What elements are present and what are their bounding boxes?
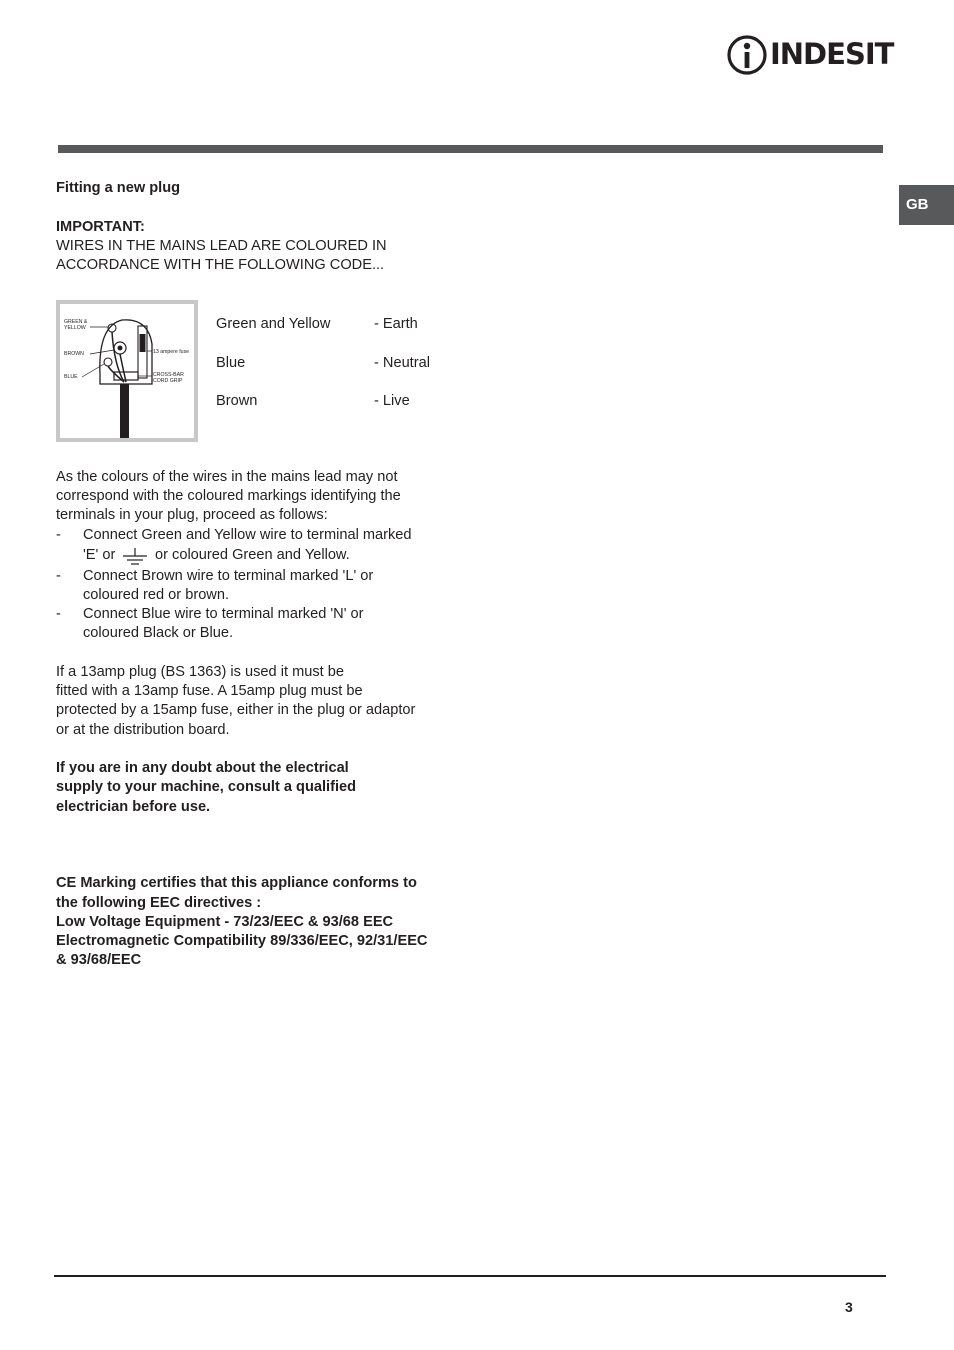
step-1-line-2a: 'E' or bbox=[83, 547, 116, 563]
page-number: 3 bbox=[845, 1299, 853, 1315]
warning-line-3: electrician before use. bbox=[56, 799, 211, 815]
label-fuse: 13 ampere fuse bbox=[153, 349, 190, 355]
intro-line-1: As the colours of the wires in the mains lead may not bbox=[56, 469, 398, 485]
label-brown: BROWN bbox=[64, 351, 84, 357]
fuse-line-3: protected by a 15amp fuse, either in the plug or adaptor bbox=[56, 702, 416, 718]
plug-illustration bbox=[60, 304, 194, 438]
fuse-line-2: fitted with a 13amp fuse. A 15amp plug must be bbox=[56, 683, 363, 699]
wire-colour-earth: Green and Yellow bbox=[216, 316, 331, 332]
intro-line-2: correspond with the coloured markings identifying the bbox=[56, 488, 401, 504]
warning-line-2: supply to your machine, consult a qualified bbox=[56, 779, 357, 795]
step-1-dash: - bbox=[56, 527, 61, 543]
wire-meaning-earth: - Earth bbox=[374, 316, 418, 332]
wire-colour-live: Brown bbox=[216, 393, 258, 409]
header-rule bbox=[58, 145, 883, 153]
plug-wiring-diagram bbox=[56, 300, 198, 442]
step-3-dash: - bbox=[56, 606, 61, 622]
wire-meaning-live: - Live bbox=[374, 393, 410, 409]
important-line-1: WIRES IN THE MAINS LEAD ARE COLOURED IN bbox=[56, 238, 387, 254]
footer-rule bbox=[54, 1275, 886, 1277]
section-title: Fitting a new plug bbox=[56, 180, 181, 196]
label-cord-grip-2: CORD GRIP bbox=[153, 378, 183, 384]
earth-symbol-icon bbox=[122, 548, 148, 568]
intro-line-3: terminals in your plug, proceed as follows: bbox=[56, 507, 328, 523]
ce-line-3: Low Voltage Equipment - 73/23/EEC & 93/68 EEC bbox=[56, 914, 394, 930]
ce-line-2: the following EEC directives : bbox=[56, 895, 262, 911]
step-2-dash: - bbox=[56, 568, 61, 584]
fuse-line-4: or at the distribution board. bbox=[56, 722, 230, 738]
label-green-yellow-2: YELLOW bbox=[64, 325, 86, 331]
fuse-line-1: If a 13amp plug (BS 1363) is used it must be bbox=[56, 664, 344, 680]
warning-line-1: If you are in any doubt about the electrical bbox=[56, 760, 349, 776]
important-label: IMPORTANT: bbox=[56, 219, 145, 235]
label-blue: BLUE bbox=[64, 374, 78, 380]
label-cord-grip-1: CROSS-BAR bbox=[153, 372, 184, 378]
wire-meaning-neutral: - Neutral bbox=[374, 355, 430, 371]
step-2-line-1: Connect Brown wire to terminal marked 'L' or bbox=[83, 568, 374, 584]
language-tab: GB bbox=[899, 185, 954, 225]
step-3-line-2: coloured Black or Blue. bbox=[83, 625, 234, 641]
ce-line-4: Electromagnetic Compatibility 89/336/EEC, 92/31/EEC bbox=[56, 933, 428, 949]
step-3-line-1: Connect Blue wire to terminal marked 'N' or bbox=[83, 606, 364, 622]
ce-line-1: CE Marking certifies that this appliance conforms to bbox=[56, 875, 417, 891]
step-2-line-2: coloured red or brown. bbox=[83, 587, 230, 603]
ce-line-5: & 93/68/EEC bbox=[56, 952, 142, 968]
wire-colour-neutral: Blue bbox=[216, 355, 246, 371]
indesit-logo bbox=[726, 32, 894, 78]
brand-wordmark: INDESIT bbox=[770, 37, 894, 71]
important-line-2: ACCORDANCE WITH THE FOLLOWING CODE... bbox=[56, 257, 385, 273]
indesit-logo-mark bbox=[726, 32, 770, 78]
step-1-line-1: Connect Green and Yellow wire to terminal marked bbox=[83, 527, 412, 543]
step-1-line-2b: or coloured Green and Yellow. bbox=[155, 547, 350, 563]
wiring-steps-list bbox=[56, 526, 456, 646]
label-green-yellow-1: GREEN & bbox=[64, 319, 88, 325]
